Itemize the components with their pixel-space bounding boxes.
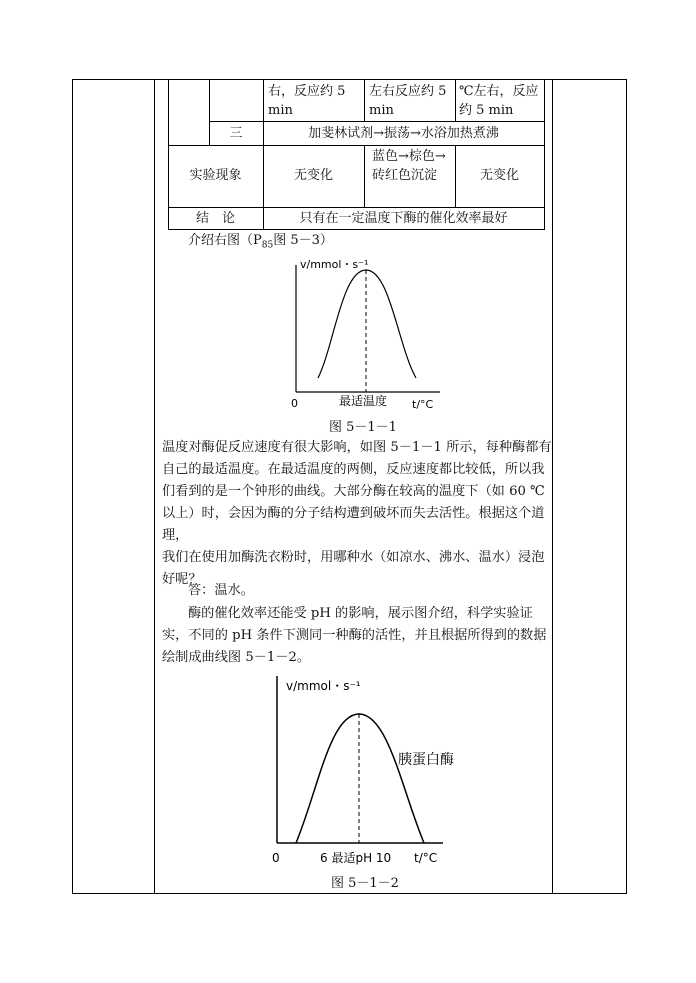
intro-text: 介绍右图（P	[188, 233, 262, 248]
fig1-xlabel: t/°C	[412, 398, 434, 411]
fig2-xlabel: t/°C	[414, 851, 438, 865]
cell-row3-label: 实验现象	[189, 168, 242, 183]
fig2-ylabel: v/mmol・s⁻¹	[286, 679, 361, 693]
cell-row4-content: 只有在一定温度下酶的催化效率最好	[299, 211, 508, 226]
cell-row1-col4: 左右反应约 5 min	[369, 84, 447, 118]
cell-row2-content: 加斐林试剂→振荡→水浴加热煮沸	[308, 126, 499, 141]
paragraph-temperature: 温度对酶促反应速度有很大影响，如图 5－1－1 所示，每种酶都有自己的最适温度。在最适温度的两侧，反应速度都比较低，所以我们看到的是一个钟形的曲线。大部分酶在较高的温度下（如 60 ℃以上）时，会因为酶的分子结构遭到破坏而失去活性。根据这个道理，	[162, 440, 552, 543]
fig2-curve	[296, 714, 424, 843]
cell-row3-col3: 无变化	[293, 168, 333, 183]
fig1-origin: 0	[291, 397, 298, 410]
fig2-curve-label: 胰蛋白酶	[398, 752, 454, 768]
cell-row3-col5: 无变化	[479, 168, 519, 183]
paragraph-question: 我们在使用加酶洗衣粉时，用哪种水（如凉水、沸水、温水）浸泡好呢？	[162, 550, 545, 587]
fig2-origin: 0	[272, 851, 280, 865]
fig2-xticks: 6 最适pH 10	[320, 851, 392, 865]
fig1-ylabel: v/mmol・s⁻¹	[300, 258, 369, 271]
cell-row1-col5: ℃左右，反应约 5 min	[459, 84, 539, 118]
paragraph-ph: 酶的催化效率还能受 pH 的影响，展示图介绍，科学实验证实，不同的 pH 条件下测同一种酶的活性，并且根据所得到的数据绘制成曲线图 5－1－2。	[162, 606, 547, 665]
intro-tail: 图 5－3）	[273, 233, 333, 248]
cell-row1-col3: 右，反应约 5 min	[268, 84, 346, 118]
cell-row3-col4: 蓝色→棕色→砖红色沉淀	[372, 149, 446, 183]
answer-line: 答：温水。	[188, 583, 254, 598]
cell-row2-step: 三	[229, 126, 243, 141]
figure1-caption: 图 5－1－1	[329, 420, 397, 435]
cell-row4-label: 结 论	[195, 211, 235, 226]
figure2-caption: 图 5－1－2	[331, 876, 399, 891]
fig1-xcenter: 最适温度	[339, 394, 388, 408]
intro-page-sub: 85	[261, 240, 274, 251]
